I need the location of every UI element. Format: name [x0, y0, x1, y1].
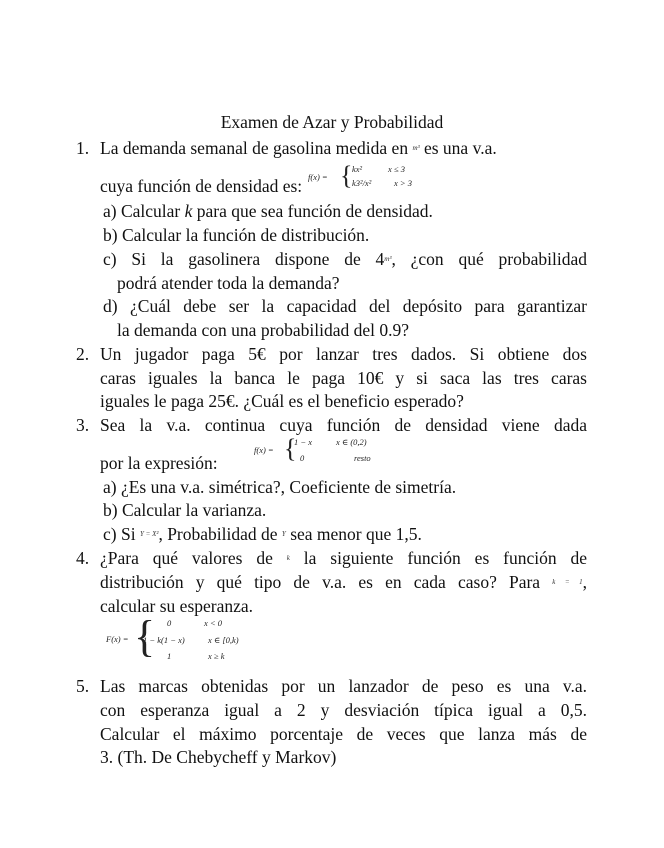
- q4-dist-r3-expr: 1: [167, 651, 172, 661]
- q4-line2-end: ,: [582, 572, 587, 592]
- q3-line2: por la expresión:: [100, 453, 218, 473]
- q3-c-mid: , Probabilidad de: [158, 524, 278, 544]
- q2-line1: Un jugador paga 5€ por lanzar tres dados. Si obtiene dos: [100, 344, 587, 364]
- q1-a-end: para que sea función de densidad.: [196, 201, 433, 221]
- q3-c: [103, 522, 422, 546]
- q4-line1: [100, 546, 587, 570]
- q1-density-brace: {: [340, 161, 353, 190]
- q4-dist-lhs: F(x) =: [106, 634, 129, 644]
- q5-line2: con esperanza igual a 2 y desviación típica igual a 0,5.: [100, 700, 587, 720]
- q2-line2: caras iguales la banca le paga 10€ y si saca las tres caras: [100, 368, 587, 388]
- q1-line2: cuya función de densidad es:: [100, 176, 303, 196]
- q1-a-var: k: [184, 201, 193, 221]
- q1-d-line1: d) ¿Cuál debe ser la capacidad del depósito para garantizar: [103, 296, 587, 316]
- q5-line3: Calcular el máximo porcentaje de veces que lanza más de: [100, 724, 587, 744]
- q4-dist-r1-cond: x < 0: [204, 618, 223, 628]
- q4-line1-var: k: [286, 554, 290, 562]
- exam-title: Examen de Azar y Probabilidad: [220, 112, 444, 132]
- q4-dist-brace: {: [134, 612, 156, 661]
- q5-line4: 3. (Th. De Chebycheff y Markov): [100, 747, 337, 767]
- q1-a-text: a) Calcular: [103, 201, 181, 221]
- q3-b: b) Calcular la varianza.: [103, 500, 267, 520]
- q1-line1-text: La demanda semanal de gasolina medida en: [100, 138, 409, 158]
- q1-c-unit: m³: [384, 255, 392, 263]
- q4-line1-end: la siguiente función es función de: [303, 548, 588, 568]
- q1-line1: [100, 136, 497, 160]
- q3-density-case2-expr: 0: [300, 453, 305, 463]
- q1-density-case2-cond: x > 3: [394, 178, 413, 188]
- q4-line1-pre: ¿Para qué valores de: [100, 548, 273, 568]
- q2-number: 2.: [76, 344, 90, 364]
- q3-density-case1-cond: x ∈ (0,2): [336, 437, 367, 447]
- q1-c-end: , ¿con qué probabilidad: [391, 249, 587, 269]
- q3-density-lhs: f(x) =: [254, 445, 274, 455]
- q1-c-line2: podrá atender toda la demanda?: [117, 273, 340, 293]
- q4-dist-r2-cond: x ∈ [0,k): [208, 635, 239, 645]
- q4-line3: calcular su esperanza.: [100, 596, 254, 616]
- q4-line2-expr: k = 1: [552, 578, 583, 586]
- q4-dist-r3-cond: x ≥ k: [208, 651, 225, 661]
- q5-number: 5.: [76, 676, 90, 696]
- q2-line3: iguales le paga 25€. ¿Cuál es el beneficio esperado?: [100, 391, 464, 411]
- q3-density-brace: {: [284, 434, 297, 463]
- q1-density-case2-expr: k3²/x²: [352, 178, 372, 188]
- q1-number: 1.: [76, 138, 90, 158]
- q1-c-line1: [103, 247, 587, 271]
- q3-c-pre: c) Si: [103, 524, 136, 544]
- q4-number: 4.: [76, 548, 90, 568]
- q3-density-case1-expr: 1 − x: [294, 437, 313, 447]
- q1-density-case1-expr: kx²: [352, 164, 363, 174]
- q1-a: [103, 199, 433, 223]
- q1-density-case1-cond: x ≤ 3: [388, 164, 405, 174]
- q4-dist-r2-expr: 1 − k(1 − x): [143, 635, 185, 645]
- q3-a: a) ¿Es una v.a. simétrica?, Coeficiente de simetría.: [103, 477, 457, 497]
- q1-b: b) Calcular la función de distribución.: [103, 225, 370, 245]
- q3-line1: Sea la v.a. continua cuya función de densidad viene dada: [100, 415, 587, 435]
- q1-line1-end: es una v.a.: [423, 138, 497, 158]
- q1-c-text: c) Si la gasolinera dispone de 4: [103, 249, 385, 269]
- q5-line1: Las marcas obtenidas por un lanzador de peso es una v.a.: [100, 676, 587, 696]
- q3-c-var: Y: [281, 530, 286, 538]
- q3-c-end: sea menor que 1,5.: [290, 524, 422, 544]
- q3-number: 3.: [76, 415, 90, 435]
- q4-dist-r1-expr: 0: [167, 618, 172, 628]
- q1-d-line2: la demanda con una probabilidad del 0.9?: [117, 320, 410, 340]
- q4-line2-pre: distribución y qué tipo de v.a. es en cada caso? Para: [100, 572, 541, 592]
- q1-unit: m³: [412, 144, 420, 152]
- q3-c-expr: Y = X²: [139, 530, 159, 538]
- q4-line2: [100, 570, 587, 594]
- q3-density-case2-cond: resto: [354, 453, 371, 463]
- q1-density-lhs: f(x) =: [308, 172, 328, 182]
